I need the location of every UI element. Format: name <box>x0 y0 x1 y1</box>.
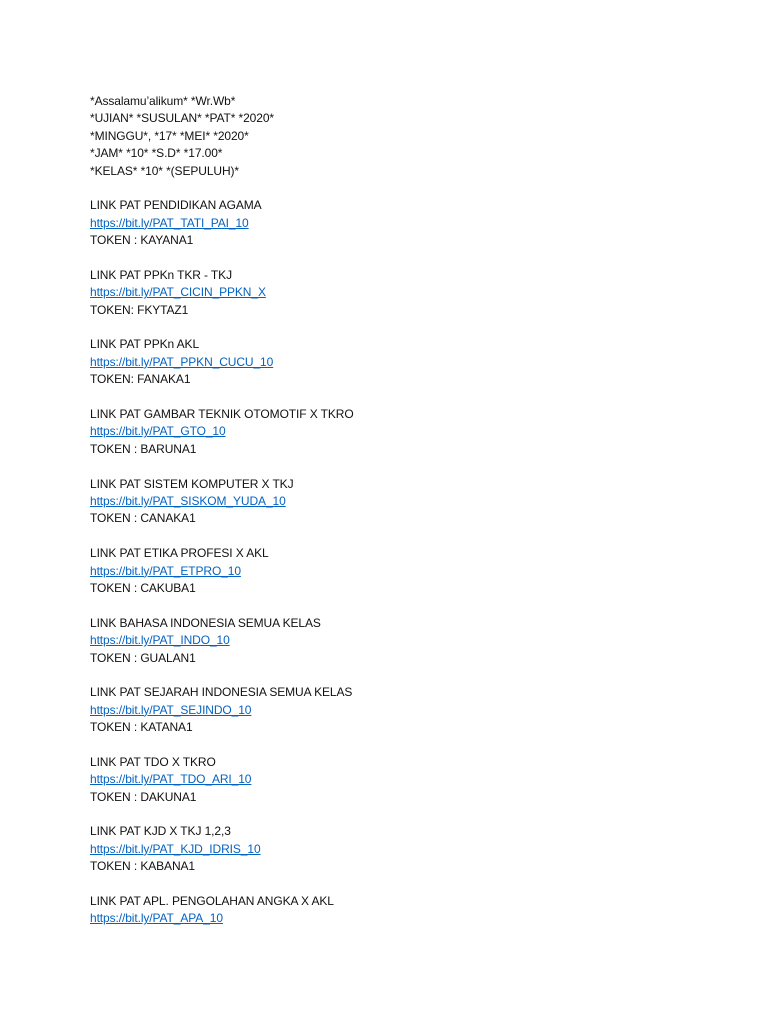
exam-title: LINK PAT TDO X TKRO <box>90 754 216 769</box>
greeting-header <box>90 93 730 180</box>
spacer <box>90 180 730 197</box>
exam-link[interactable]: https://bit.ly/PAT_GTO_10 <box>90 424 226 439</box>
exam-token: TOKEN: FKYTAZ1 <box>90 302 189 317</box>
exam-link[interactable]: https://bit.ly/PAT_APA_10 <box>90 911 223 926</box>
header-line: *JAM* *10* *S.D* *17.00* <box>90 146 223 161</box>
exam-entry <box>90 197 730 249</box>
exam-title: LINK PAT APL. PENGOLAHAN ANGKA X AKL <box>90 893 334 908</box>
exam-token: TOKEN: FANAKA1 <box>90 372 191 387</box>
exam-link[interactable]: https://bit.ly/PAT_CICIN_PPKN_X <box>90 285 266 300</box>
spacer <box>90 319 730 336</box>
exam-token: TOKEN : CAKUBA1 <box>90 580 196 595</box>
exam-entry <box>90 267 730 319</box>
exam-entry <box>90 406 730 458</box>
spacer <box>90 458 730 475</box>
exam-entry <box>90 476 730 528</box>
exam-entry <box>90 615 730 667</box>
exam-link[interactable]: https://bit.ly/PAT_INDO_10 <box>90 633 230 648</box>
exam-entry <box>90 545 730 597</box>
exam-link[interactable]: https://bit.ly/PAT_TDO_ARI_10 <box>90 772 252 787</box>
exam-entry <box>90 823 730 875</box>
exam-entry <box>90 336 730 388</box>
header-line: *UJIAN* *SUSULAN* *PAT* *2020* <box>90 111 274 126</box>
exam-entry <box>90 893 730 928</box>
exam-token: TOKEN : KAYANA1 <box>90 233 194 248</box>
exam-title: LINK PAT PPKn TKR - TKJ <box>90 267 232 282</box>
document-body <box>90 93 730 928</box>
exam-token: TOKEN : KATANA1 <box>90 720 193 735</box>
exam-title: LINK PAT PENDIDIKAN AGAMA <box>90 198 262 213</box>
spacer <box>90 667 730 684</box>
exam-title: LINK PAT KJD X TKJ 1,2,3 <box>90 824 231 839</box>
spacer <box>90 806 730 823</box>
exam-title: LINK PAT ETIKA PROFESI X AKL <box>90 546 269 561</box>
exam-title: LINK BAHASA INDONESIA SEMUA KELAS <box>90 615 321 630</box>
exam-token: TOKEN : CANAKA1 <box>90 511 196 526</box>
spacer <box>90 528 730 545</box>
exam-token: TOKEN : BARUNA1 <box>90 441 197 456</box>
exam-title: LINK PAT SISTEM KOMPUTER X TKJ <box>90 476 294 491</box>
exam-link[interactable]: https://bit.ly/PAT_SISKOM_YUDA_10 <box>90 493 286 508</box>
exam-token: TOKEN : GUALAN1 <box>90 650 196 665</box>
exam-link[interactable]: https://bit.ly/PAT_ETPRO_10 <box>90 563 241 578</box>
header-line: *MINGGU*, *17* *MEI* *2020* <box>90 128 249 143</box>
header-line: *KELAS* *10* *(SEPULUH)* <box>90 163 240 178</box>
spacer <box>90 876 730 893</box>
exam-link[interactable]: https://bit.ly/PAT_SEJINDO_10 <box>90 702 252 717</box>
spacer <box>90 250 730 267</box>
spacer <box>90 597 730 614</box>
exam-title: LINK PAT GAMBAR TEKNIK OTOMOTIF X TKRO <box>90 407 354 422</box>
exam-token: TOKEN : DAKUNA1 <box>90 789 197 804</box>
exam-link[interactable]: https://bit.ly/PAT_PPKN_CUCU_10 <box>90 354 274 369</box>
header-line: *Assalamu’alikum* *Wr.Wb* <box>90 94 236 108</box>
exam-token: TOKEN : KABANA1 <box>90 859 195 874</box>
spacer <box>90 736 730 753</box>
spacer <box>90 389 730 406</box>
exam-link[interactable]: https://bit.ly/PAT_TATI_PAI_10 <box>90 215 249 230</box>
exam-link[interactable]: https://bit.ly/PAT_KJD_IDRIS_10 <box>90 841 261 856</box>
exam-link-list <box>90 197 730 927</box>
exam-title: LINK PAT SEJARAH INDONESIA SEMUA KELAS <box>90 685 353 700</box>
exam-entry <box>90 754 730 806</box>
exam-title: LINK PAT PPKn AKL <box>90 337 200 352</box>
exam-entry <box>90 684 730 736</box>
